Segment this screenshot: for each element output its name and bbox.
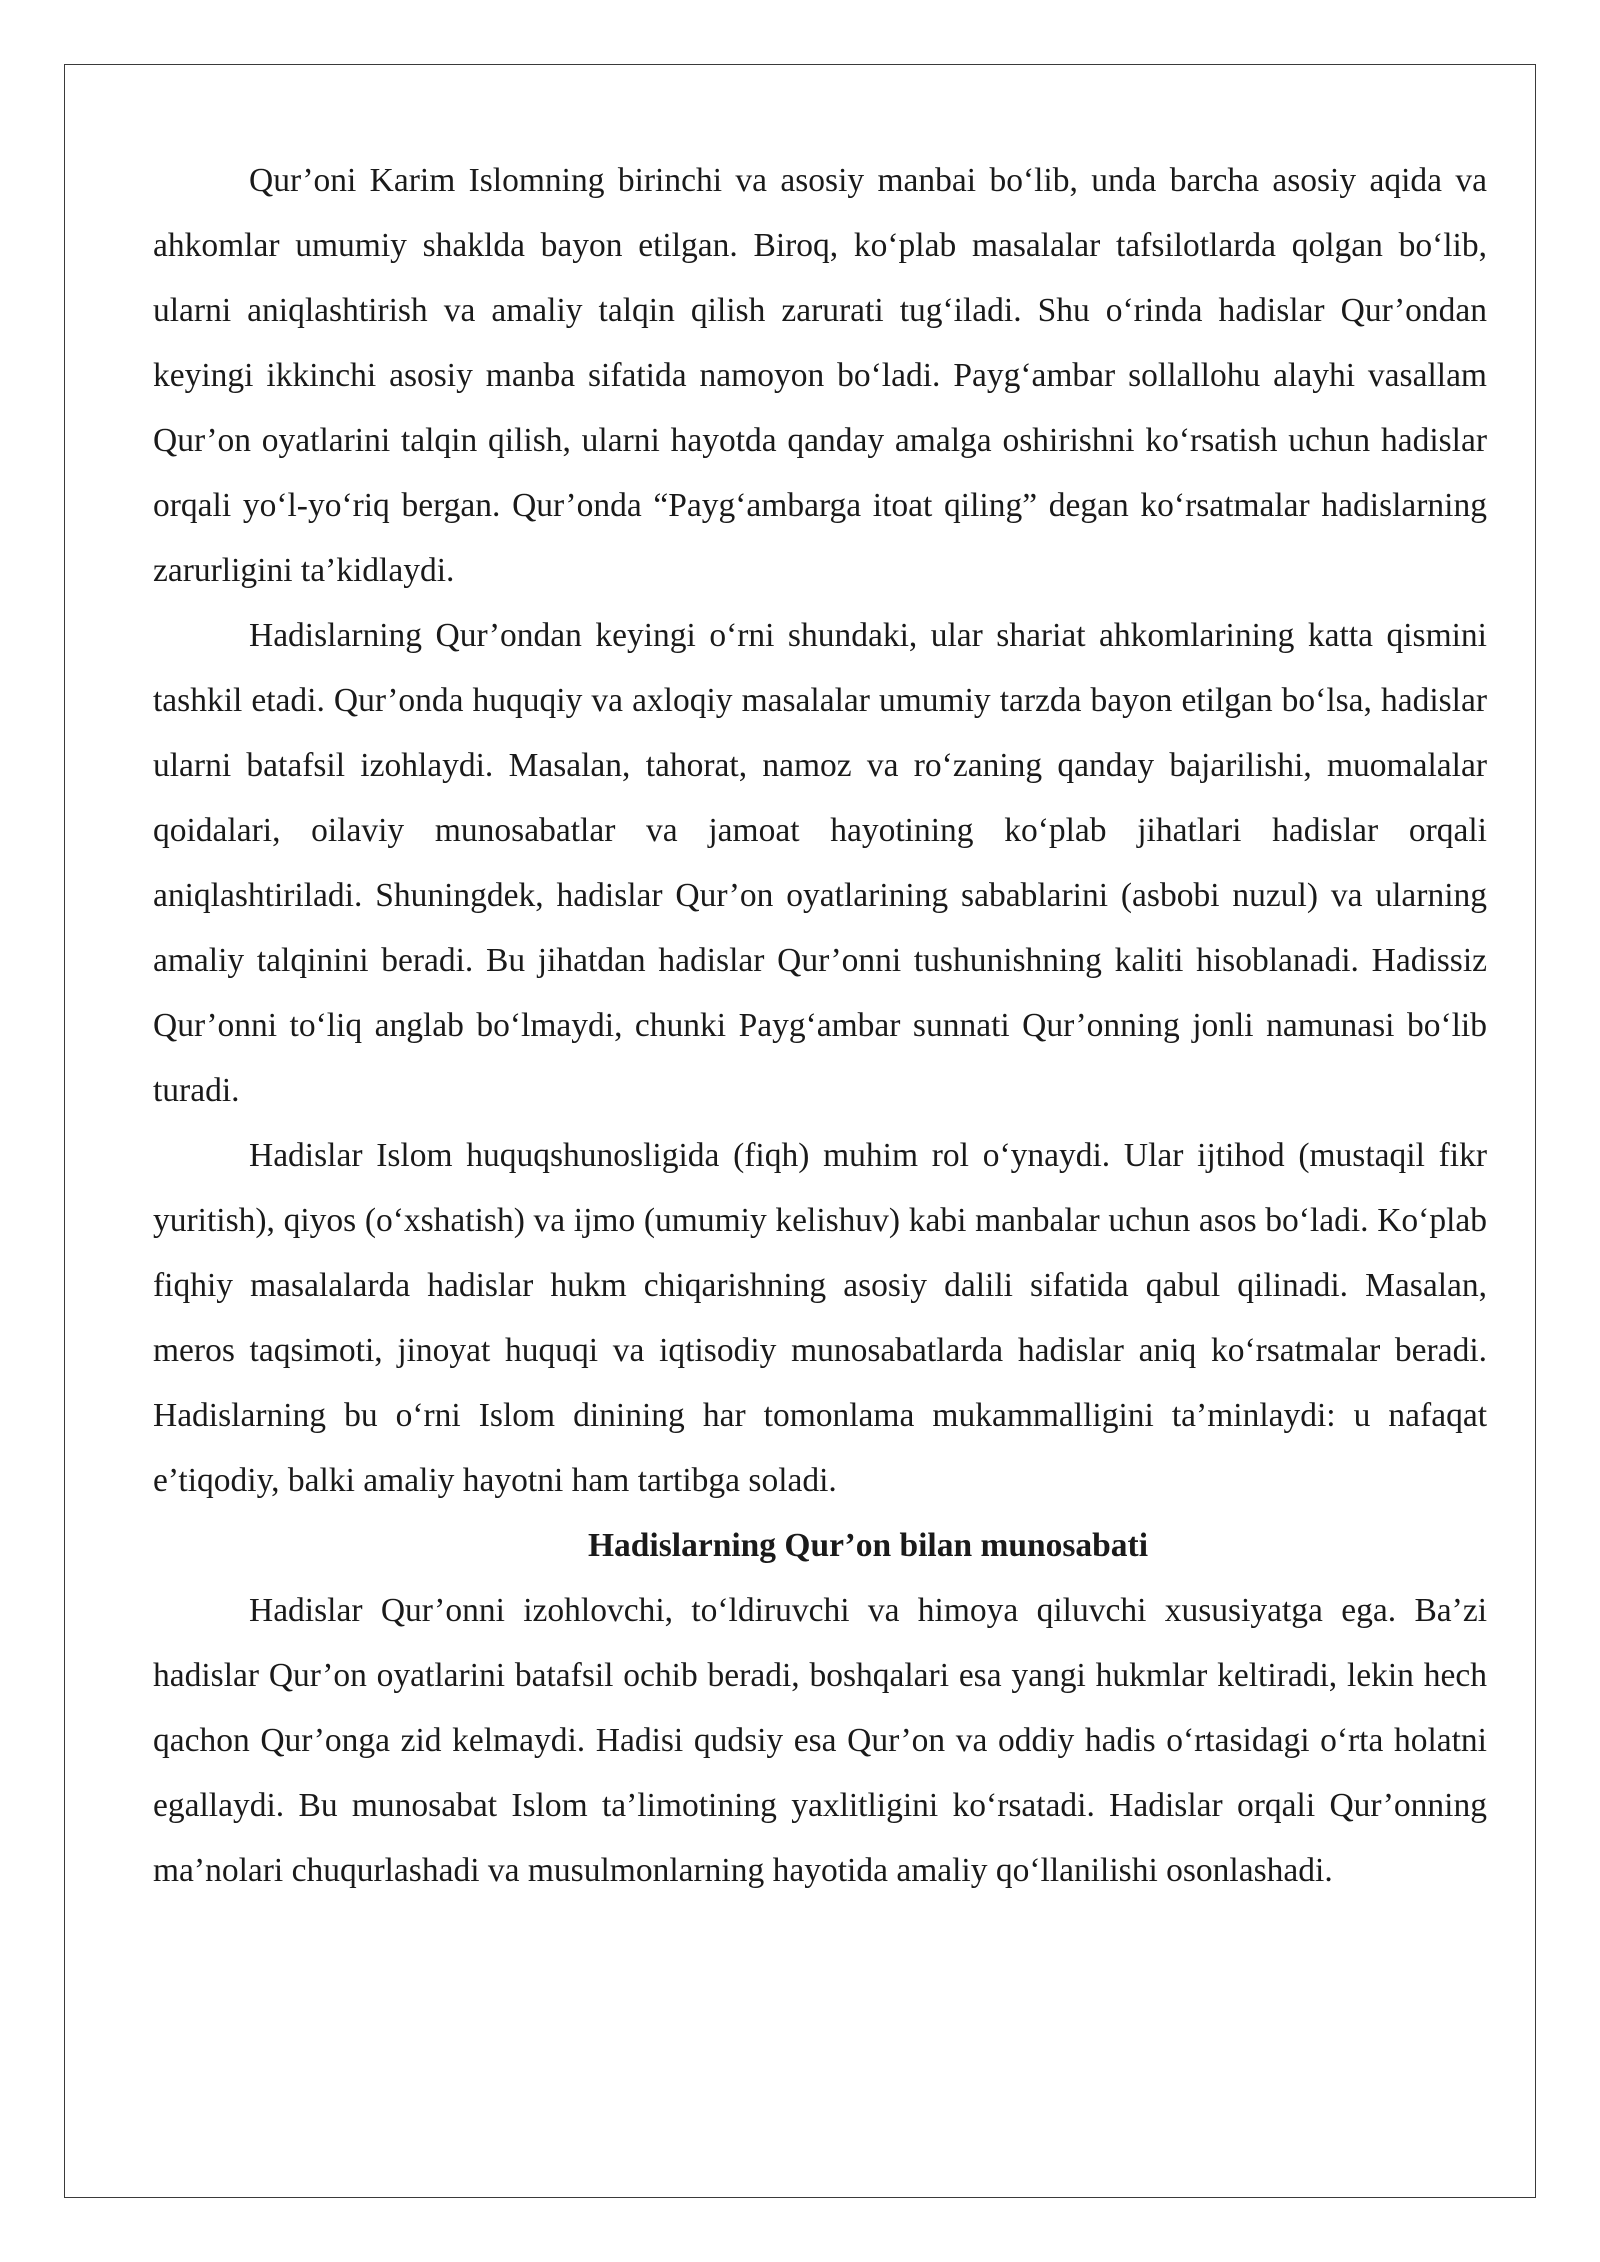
paragraph-hadith-role: Hadislarning Qur’ondan keyingi o‘rni shundaki, ular shariat ahkomlarining katta qismini tashkil etadi. Qur’onda huquqiy va axloqiy masalalar umumiy tarzda bayon etilgan bo‘lsa, hadislar ularni batafsil izohlaydi. Masalan, tahorat, namoz va ro‘zaning qanday bajarilishi, muomalalar qoidalari, oilaviy munosabatlar va jamoat hayotining ko‘plab jihatlari hadislar orqali aniqlashtiriladi. Shuningdek, hadislar Qur’on oyatlarining sabablarini (asbobi nuzul) va ularning amaliy talqinini beradi. Bu jihatdan hadislar Qur’onni tushunishning kaliti hisoblanadi. Hadissiz Qur’onni to‘liq anglab bo‘lmaydi, chunki Payg‘ambar sunnati Qur’onning jonli namunasi bo‘lib turadi. (153, 617, 1487, 1109)
section-heading: Hadislarning Qur’on bilan munosabati (587, 1527, 1149, 1564)
paragraph-hadith-fiqh: Hadislar Islom huquqshunosligida (fiqh) muhim rol o‘ynaydi. Ular ijtihod (mustaqil fikr yuritish), qiyos (o‘xshatish) va ijmo (umumiy kelishuv) kabi manbalar uchun asos bo‘ladi. Ko‘plab fiqhiy masalalarda hadislar hukm chiqarishning asosiy dalili sifatida qabul qilinadi. Masalan, meros taqsimoti, jinoyat huquqi va iqtisodiy munosabatlarda hadislar aniq ko‘rsatmalar beradi. Hadislarning bu o‘rni Islom dinining har tomonlama mukammalligini ta’minlaydi: u nafaqat e’tiqodiy, balki amaliy hayotni ham tartibga soladi. (153, 1137, 1487, 1499)
paragraph-quran-primary-source: Qur’oni Karim Islomning birinchi va asosiy manbai bo‘lib, unda barcha asosiy aqida va ahkomlar umumiy shaklda bayon etilgan. Biroq, ko‘plab masalalar tafsilotlarda qolgan bo‘lib, ularni aniqlashtirish va amaliy talqin qilish zarurati tug‘iladi. Shu o‘rinda hadislar Qur’ondan keyingi ikkinchi asosiy manba sifatida namoyon bo‘ladi. Payg‘ambar sollallohu alayhi vasallam Qur’on oyatlarini talqin qilish, ularni hayotda qanday amalga oshirishni ko‘rsatish uchun hadislar orqali yo‘l-yo‘riq bergan. Qur’onda “Payg‘ambarga itoat qiling” degan ko‘rsatmalar hadislarning zarurligini ta’kidlaydi. (153, 162, 1487, 589)
document-body (153, 148, 1487, 1903)
paragraph-hadith-quran-relation: Hadislar Qur’onni izohlovchi, to‘ldiruvchi va himoya qiluvchi xususiyatga ega. Ba’zi hadislar Qur’on oyatlarini batafsil ochib beradi, boshqalari esa yangi hukmlar keltiradi, lekin hech qachon Qur’onga zid kelmaydi. Hadisi qudsiy esa Qur’on va oddiy hadis o‘rtasidagi o‘rta holatni egallaydi. Bu munosabat Islom ta’limotining yaxlitligini ko‘rsatadi. Hadislar orqali Qur’onning ma’nolari chuqurlashadi va musulmonlarning hayotida amaliy qo‘llanilishi osonlashadi. (153, 1592, 1487, 1889)
